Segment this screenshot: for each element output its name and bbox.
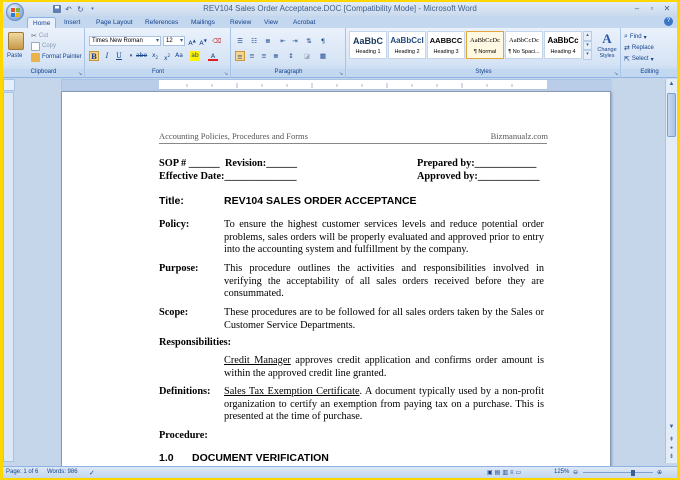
sort-icon[interactable]: ⇅	[306, 37, 312, 45]
responsibilities-label: Responsibilities:	[159, 337, 232, 348]
select-button[interactable]: ⇱ Select ▾	[624, 56, 654, 63]
shading-icon[interactable]: ◪	[303, 52, 311, 60]
word-window	[3, 2, 677, 478]
change-case-button[interactable]: Aa	[175, 52, 183, 59]
cut-label: Cut	[38, 33, 49, 39]
paste-button[interactable]: Paste	[7, 53, 23, 59]
binoculars-icon: ⌕	[624, 33, 628, 40]
page-header-right: Bizmanualz.com	[490, 131, 548, 141]
font-name-value: Times New Roman	[92, 38, 143, 44]
subscript-button[interactable]: $x_2$	[151, 52, 159, 61]
style-no-spacing[interactable]	[505, 31, 543, 59]
format-painter-button[interactable]	[31, 52, 82, 62]
select-label: Select	[631, 56, 649, 62]
scope-text: These procedures are to be followed for all sales orders taken by the Sales or Customer Service Departments.	[224, 307, 544, 331]
procedure-label: Procedure:	[159, 430, 208, 441]
tab-acrobat[interactable]: Acrobat	[293, 19, 316, 26]
paragraph-group-label: Paragraph	[232, 69, 345, 77]
draft-icon[interactable]: ▭	[515, 470, 524, 476]
sales-tax-exemption-term: Sales Tax Exemption Certificate	[224, 386, 360, 397]
style-heading-3[interactable]	[427, 31, 465, 59]
vertical-ruler[interactable]	[3, 92, 14, 462]
style-heading-2[interactable]	[388, 31, 426, 59]
align-center-icon[interactable]: ≡	[249, 52, 255, 60]
page-header-left: Accounting Policies, Procedures and Forms	[159, 131, 308, 141]
purpose-text: This procedure outlines the activities and responsibilities involved in verifying the acceptability of all sales orders received before they are consummated.	[224, 263, 544, 299]
style-sample: AABBCC	[429, 36, 463, 45]
vertical-scrollbar[interactable]	[665, 79, 677, 463]
align-right-icon[interactable]: ≡	[261, 52, 267, 60]
office-logo-icon	[11, 8, 20, 17]
grow-font-icon[interactable]: A▲	[188, 38, 196, 48]
clipboard-launcher-icon[interactable]: ↘	[77, 71, 83, 77]
style-name: ¶ No Spaci...	[508, 49, 540, 55]
chevron-down-icon: ▾	[179, 38, 183, 44]
zoom-slider-thumb[interactable]	[631, 470, 635, 476]
tab-mailings[interactable]: Mailings	[191, 19, 215, 26]
font-size-combo[interactable]	[163, 36, 185, 46]
horizontal-ruler[interactable]	[61, 79, 611, 90]
style-sample: AaBbCc	[547, 36, 579, 45]
italic-button[interactable]: I	[105, 52, 109, 60]
office-button[interactable]	[6, 3, 24, 21]
zoom-out-icon[interactable]: ⊖	[573, 470, 579, 476]
align-left-icon[interactable]: ≡	[235, 51, 245, 61]
show-marks-icon[interactable]: ¶	[320, 37, 326, 45]
increase-indent-icon[interactable]: ⇥	[292, 37, 298, 45]
clipboard-group	[3, 28, 85, 78]
font-group	[86, 28, 231, 78]
font-group-label: Font	[86, 69, 230, 77]
paragraph-group	[232, 28, 346, 78]
print-layout-icon[interactable]: ▣	[487, 470, 495, 476]
gallery-more-icon[interactable]: ▾	[583, 50, 592, 60]
responsibilities-description: approves credit application and confirms order amount is within the approved credit line granted.	[224, 355, 545, 379]
paragraph-launcher-icon[interactable]: ↘	[338, 71, 344, 77]
chevron-down-icon: ▾	[155, 38, 159, 44]
view-buttons	[487, 469, 523, 476]
line-spacing-icon[interactable]: ↕	[288, 52, 294, 60]
styles-group-label: Styles	[347, 69, 620, 77]
revision-field: Revision:______	[225, 158, 298, 169]
underline-button[interactable]: U	[116, 52, 122, 60]
ruler-toggle[interactable]	[3, 79, 15, 91]
previous-page-icon[interactable]: ⇞	[668, 437, 675, 443]
policy-text: To ensure the highest customer services levels and reduce potential order problems, sales orders will be properly evaluated and approved prior to entry into the accounting system and fulfillment by the company.	[224, 219, 544, 255]
title-label: Title:	[159, 195, 184, 207]
strikethrough-button[interactable]: abe	[136, 52, 148, 59]
clear-formatting-icon[interactable]: ⌫	[212, 37, 222, 45]
style-sample: AaBbCcI	[390, 36, 424, 45]
section-number: 1.0	[159, 452, 174, 464]
styles-launcher-icon[interactable]: ↘	[613, 71, 619, 77]
change-styles-icon: A	[602, 31, 612, 46]
replace-label: Replace	[631, 45, 654, 51]
header-rule	[159, 143, 547, 144]
style-normal[interactable]	[466, 31, 504, 59]
scope-label: Scope:	[159, 307, 189, 318]
tab-home[interactable]: Home	[27, 17, 56, 28]
shrink-font-icon[interactable]: A▼	[199, 38, 207, 48]
purpose-label: Purpose:	[159, 263, 199, 274]
format-painter-label: Format Painter	[42, 54, 82, 60]
responsibilities-text	[224, 355, 544, 380]
document-title: REV104 SALES ORDER ACCEPTANCE	[224, 195, 417, 207]
sop-number-field: SOP # ______	[159, 158, 220, 169]
styles-group	[347, 28, 621, 78]
paste-icon[interactable]	[8, 32, 24, 50]
definitions-label: Definitions:	[159, 386, 211, 397]
bold-button[interactable]: B	[89, 51, 99, 61]
page-count-status[interactable]: Page: 1 of 6	[6, 469, 39, 475]
scrollbar-thumb[interactable]	[667, 93, 676, 137]
document-page[interactable]	[61, 91, 611, 476]
style-sample: AaBbCcDc	[509, 37, 539, 44]
cut-button[interactable]	[31, 31, 48, 41]
style-sample: AaBbC	[352, 36, 383, 46]
window-title: REV104 Sales Order Acceptance.DOC [Compatibility Mode] - Microsoft Word	[203, 4, 477, 13]
policy-label: Policy:	[159, 219, 190, 230]
chevron-down-icon[interactable]: ▼	[668, 424, 675, 430]
status-bar	[3, 466, 677, 478]
prepared-by-field: Prepared by:____________	[417, 158, 537, 169]
approved-by-field: Approved by:____________	[417, 171, 540, 182]
style-name: Heading 4	[550, 49, 576, 55]
style-heading-1[interactable]	[349, 31, 387, 59]
clipboard-group-label: Clipboard	[3, 69, 84, 77]
font-name-combo[interactable]	[89, 36, 161, 46]
justify-icon[interactable]: ≣	[273, 52, 279, 60]
definitions-text	[224, 386, 544, 424]
zoom-in-icon[interactable]: ⊕	[657, 470, 663, 476]
copy-button[interactable]	[31, 41, 56, 51]
section-title: DOCUMENT VERIFICATION	[192, 452, 329, 464]
ruler-ticks	[62, 80, 612, 91]
style-name: ¶ Normal	[473, 49, 497, 55]
select-cursor-icon: ⇱	[624, 56, 630, 63]
title-bar	[3, 2, 677, 16]
font-launcher-icon[interactable]: ↘	[223, 71, 229, 77]
ribbon-tabs	[3, 16, 677, 28]
scissors-icon: ✂	[31, 33, 37, 40]
undo-icon[interactable]: ↶	[65, 4, 72, 14]
browse-object-icon[interactable]: ●	[669, 445, 674, 451]
tab-insert[interactable]: Insert	[64, 19, 81, 26]
copy-icon	[31, 42, 40, 51]
editing-group	[622, 28, 677, 78]
redo-icon[interactable]: ↻	[77, 4, 84, 14]
tab-page-layout[interactable]: Page Layout	[96, 19, 133, 26]
font-color-icon[interactable]: A	[208, 51, 218, 61]
credit-manager-term: Credit Manager	[224, 355, 291, 366]
tab-references[interactable]: References	[145, 19, 179, 26]
change-styles-button[interactable]	[594, 31, 620, 69]
proofing-icon[interactable]: ✓	[89, 470, 95, 477]
copy-label: Copy	[42, 43, 57, 49]
decrease-indent-icon[interactable]: ⇤	[280, 37, 286, 45]
superscript-button[interactable]: $x^2$	[163, 53, 171, 62]
maximize-button[interactable]: ▫	[650, 4, 654, 13]
zoom-slider-track[interactable]	[583, 472, 653, 473]
paintbrush-icon	[31, 53, 40, 62]
style-name: Heading 3	[433, 49, 459, 55]
bullets-icon[interactable]: ☰	[237, 37, 243, 45]
borders-icon[interactable]: ▦	[319, 52, 327, 60]
replace-icon: ⇄	[624, 45, 630, 52]
window-controls	[630, 3, 674, 14]
replace-button[interactable]	[624, 43, 654, 53]
style-heading-4[interactable]	[544, 31, 582, 59]
zoom-level[interactable]: 125%	[554, 469, 570, 475]
styles-gallery-scroll[interactable]	[583, 31, 592, 60]
editing-group-label: Editing	[622, 69, 677, 77]
chevron-up-icon[interactable]: ▲	[668, 81, 675, 87]
numbering-icon[interactable]: ☷	[251, 37, 257, 45]
customize-qat-icon[interactable]: ▾	[91, 6, 94, 12]
web-layout-icon[interactable]: ▥	[502, 470, 511, 476]
chevron-down-icon[interactable]: ▾	[583, 41, 592, 51]
definitions-description: . A document typically used by a non-profit organization to certify an exemption from paying tax on a purchase. This is presented at the time of purchase.	[224, 386, 544, 422]
outline-icon[interactable]: ≡	[510, 470, 516, 476]
underline-dropdown-icon[interactable]: ▾	[129, 53, 133, 59]
style-name: Heading 2	[394, 49, 420, 55]
find-label: Find	[629, 34, 642, 40]
word-count-status[interactable]: Words: 986	[47, 469, 78, 475]
tab-review[interactable]: Review	[230, 19, 252, 26]
full-screen-icon[interactable]: ▤	[494, 470, 503, 476]
ribbon	[3, 28, 677, 78]
multilevel-list-icon[interactable]: ≣	[265, 37, 271, 45]
style-sample: AaBbCcDc	[470, 37, 500, 44]
chevron-up-icon[interactable]: ▴	[583, 31, 592, 41]
effective-date-field: Effective Date:______________	[159, 171, 297, 182]
change-styles-label: Change Styles	[597, 47, 617, 59]
next-page-icon[interactable]: ⇟	[668, 454, 675, 460]
tab-view[interactable]: View	[264, 19, 278, 26]
close-button[interactable]: ✕	[663, 4, 671, 13]
help-icon[interactable]: ?	[664, 17, 673, 26]
style-name: Heading 1	[355, 49, 381, 55]
find-button[interactable]: ⌕ Find ▾	[624, 33, 647, 41]
highlight-icon[interactable]: ab	[191, 52, 199, 59]
minimize-button[interactable]: –	[634, 4, 640, 13]
font-size-value: 12	[166, 38, 173, 44]
